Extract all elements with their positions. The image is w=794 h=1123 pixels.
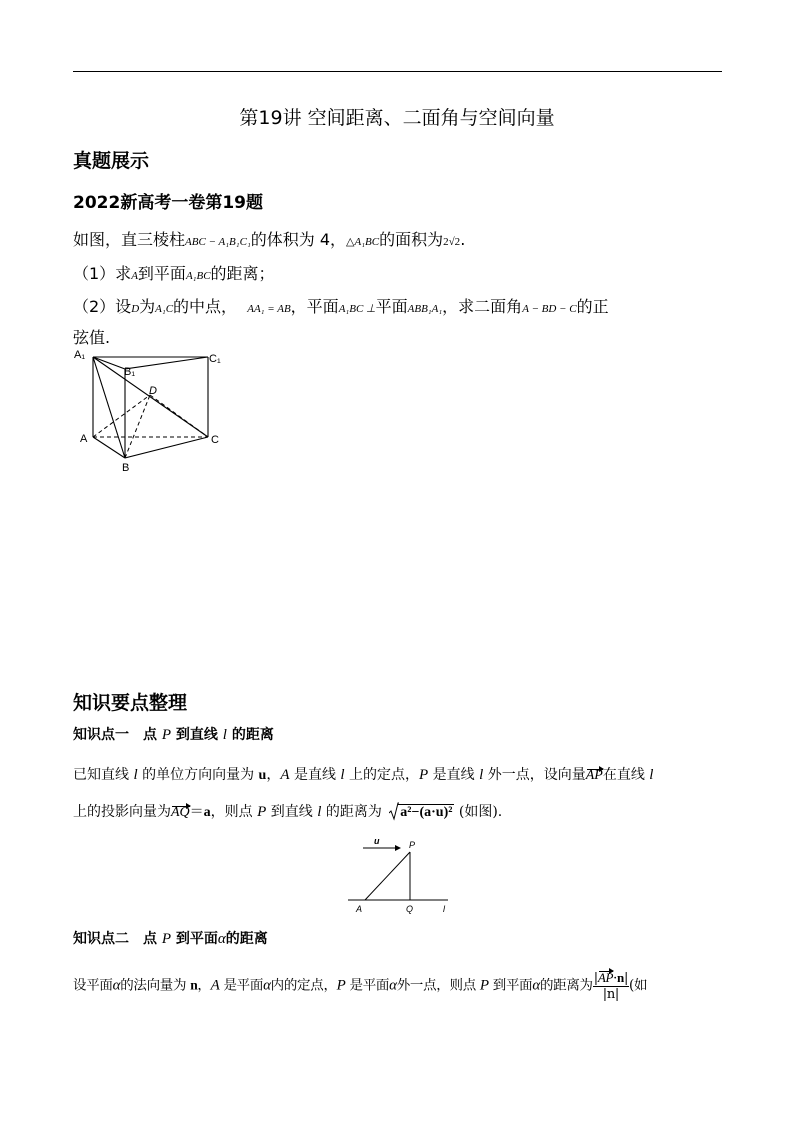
section-heading-knowledge: 知识要点整理 [73, 692, 188, 714]
knowledge-point-1-line-2: 上的投影向量为AQ＝a，则点 P 到直线 l 的距离为 a²−(a·u)² (如图). [73, 804, 503, 820]
label-a: A [80, 433, 88, 445]
vector-ap: AP [585, 768, 603, 783]
problem-line-1: 如图，直三棱柱ABC − A₁B₁C₁的体积为 4，△A₁BC的面积为2√2. [73, 230, 466, 249]
header-rule [73, 71, 722, 72]
sqrt-formula: a²−(a·u)² [389, 804, 454, 821]
label-b: B [122, 462, 130, 474]
distance-fraction [593, 970, 629, 1002]
vector-aq: AQ [171, 805, 190, 820]
label-b1: B₁ [124, 366, 136, 378]
label-p: P [409, 840, 416, 850]
knowledge-point-1-title: 知识点一 点 P 到直线 l 的距离 [73, 727, 274, 743]
label-a1: A₁ [74, 349, 86, 361]
problem-question-2: （2）设D为A₁C的中点， AA₁ = AB，平面A₁BC ⊥平面ABB₁A₁，求二面角A − BD − C的正 [73, 297, 609, 316]
label-d: D [149, 385, 157, 397]
edge-a1b1 [93, 357, 125, 369]
edge-bd-dashed [125, 395, 150, 458]
knowledge-point-2-title: 知识点二 点 P 到平面α的距离 [73, 931, 268, 947]
fraction-numerator: |AP·n| [593, 970, 629, 986]
section-heading-exam: 真题展示 [73, 150, 150, 172]
label-c: C [211, 434, 219, 446]
fraction-denominator: |n| [602, 987, 620, 1002]
label-u: u [374, 836, 380, 846]
point-line-figure [343, 832, 463, 917]
knowledge-point-2-line-1: 设平面α的法向量为 n，A 是平面α内的定点，P 是平面α外一点，则点 P 到平面α的距离为 $\frac{|AP\cdot n|}{|n|}$ (如 [73, 970, 648, 1002]
knowledge-point-1-line-1: 已知直线 l 的单位方向向量为 u，A 是直线 l 上的定点，P 是直线 l 外一点，设向量AP在直线 l [73, 767, 654, 783]
label-c1: C₁ [209, 353, 221, 365]
label-q: Q [406, 904, 414, 914]
edge-ab [93, 437, 125, 458]
edge-a1b [93, 357, 125, 458]
problem-question-1: （1）求A到平面A₁BC的距离； [73, 264, 275, 283]
sqrt-sign [389, 802, 399, 821]
segment-ap [365, 852, 410, 900]
vector-u-arrowhead [395, 845, 401, 851]
prism-figure [73, 345, 233, 480]
label-l: l [443, 904, 445, 914]
exam-heading: 2022新高考一卷第19题 [73, 193, 263, 213]
edge-b1c1 [125, 357, 208, 369]
edge-bc [125, 437, 208, 458]
page-title: 第19讲 空间距离、二面角与空间向量 [239, 107, 555, 129]
label-a-fig2: A [356, 904, 363, 914]
problem-question-2-cont: 弦值. [73, 328, 111, 347]
